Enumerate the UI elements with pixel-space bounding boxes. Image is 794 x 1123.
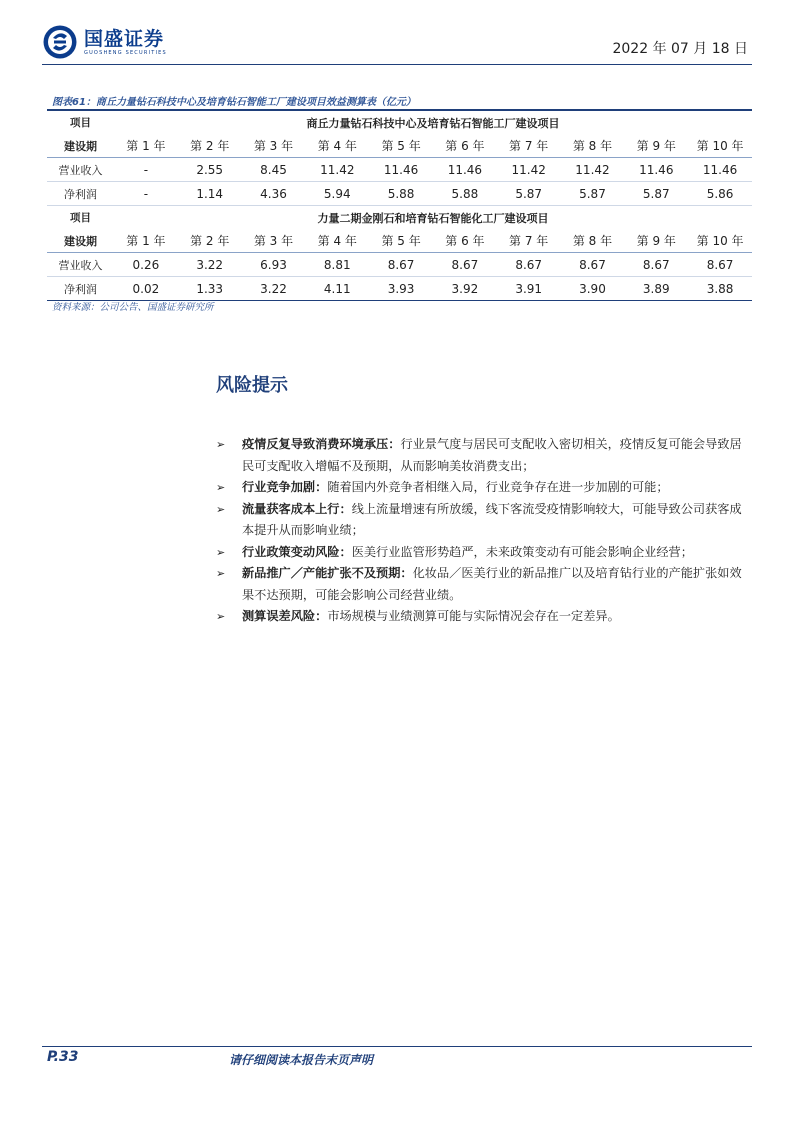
guosheng-logo-icon (42, 24, 78, 60)
risk-item (216, 499, 752, 542)
period-cell: 第 3 年 (242, 134, 306, 158)
period-cell: 第 1 年 (114, 134, 178, 158)
value-cell: 3.89 (624, 277, 688, 301)
period-cell: 第 4 年 (305, 134, 369, 158)
project-title: 力量二期金刚石和培育钻石智能化工厂建设项目 (317, 211, 549, 225)
value-cell: 11.42 (305, 158, 369, 182)
risk-lead: 疫情反复导致消费环境承压： (242, 437, 401, 451)
project-title: 商丘力量钻石科技中心及培育钻石智能工厂建设项目 (306, 116, 560, 130)
forecast-table (47, 109, 752, 301)
row-label: 净利润 (47, 277, 114, 301)
period-cell: 第 2 年 (178, 134, 242, 158)
section-header-row (47, 111, 752, 134)
table-row (47, 158, 752, 182)
value-cell: 5.86 (688, 182, 752, 206)
section-title: 风险提示 (216, 375, 288, 396)
risk-text: 医美行业监管形势趋严，未来政策变动有可能会影响企业经营； (351, 544, 693, 559)
value-cell: 8.81 (305, 253, 369, 277)
period-cell: 第 7 年 (497, 229, 561, 253)
value-cell: 4.11 (305, 277, 369, 301)
risk-item (216, 542, 752, 564)
value-cell: 3.88 (688, 277, 752, 301)
value-cell: 8.67 (497, 253, 561, 277)
period-cell: 第 2 年 (178, 229, 242, 253)
period-cell: 第 9 年 (624, 134, 688, 158)
value-cell: 6.93 (242, 253, 306, 277)
risk-text: 线上流量增速有所放缓，线下客流受疫情影响较大，可能导致公司获客成本提升从而影响业绩； (242, 501, 742, 537)
value-cell: 5.87 (497, 182, 561, 206)
risk-text: 市场规模与业绩测算可能与实际情况会存在一定差异。 (327, 609, 620, 623)
table-source: 资料来源：公司公告、国盛证券研究所 (52, 302, 214, 313)
risk-lead: 行业竞争加剧： (242, 480, 328, 494)
value-cell: 2.55 (178, 158, 242, 182)
value-cell: 4.36 (242, 182, 306, 206)
value-cell: 5.88 (369, 182, 433, 206)
value-cell: 11.46 (688, 158, 752, 182)
footer-divider (42, 1046, 752, 1047)
row-label: 营业收入 (47, 158, 114, 182)
row-label: 营业收入 (47, 253, 114, 277)
value-cell: 3.92 (433, 277, 497, 301)
value-cell: 11.46 (433, 158, 497, 182)
period-cell: 第 9 年 (624, 229, 688, 253)
value-cell: 3.22 (242, 277, 306, 301)
item-label: 项目 (70, 212, 91, 224)
value-cell: 1.33 (178, 277, 242, 301)
risk-text: 随着国内外竞争者相继入局，行业竞争存在进一步加剧的可能； (327, 480, 669, 494)
table-row (47, 253, 752, 277)
value-cell: 11.46 (369, 158, 433, 182)
value-cell: - (114, 182, 178, 206)
risk-lead: 行业政策变动风险： (242, 544, 352, 559)
period-cell: 第 6 年 (433, 229, 497, 253)
risk-text: 行业景气度与居民可支配收入密切相关，疫情反复可能会导致居民可支配收入增幅不及预期，从而影响美妆消费支出； (242, 437, 742, 473)
header-divider (42, 64, 752, 65)
risk-item (216, 606, 752, 628)
value-cell: 3.22 (178, 253, 242, 277)
item-label: 项目 (70, 117, 91, 129)
value-cell: 5.87 (561, 182, 625, 206)
value-cell: 3.93 (369, 277, 433, 301)
risk-lead: 流量获客成本上行： (242, 501, 352, 516)
value-cell: 3.91 (497, 277, 561, 301)
period-row (47, 229, 752, 253)
period-cell: 第 6 年 (433, 134, 497, 158)
arrow-bullet-icon: ➢ (216, 438, 226, 451)
arrow-bullet-icon: ➢ (216, 610, 226, 623)
value-cell: 0.02 (114, 277, 178, 301)
period-cell: 第 7 年 (497, 134, 561, 158)
value-cell: 5.87 (624, 182, 688, 206)
arrow-bullet-icon: ➢ (216, 545, 226, 559)
risk-item (216, 477, 752, 499)
value-cell: 8.67 (624, 253, 688, 277)
footer-disclaimer: 请仔细阅读本报告末页声明 (229, 1053, 374, 1067)
value-cell: 8.67 (561, 253, 625, 277)
arrow-bullet-icon: ➢ (216, 502, 226, 516)
arrow-bullet-icon: ➢ (216, 567, 226, 580)
value-cell: - (114, 158, 178, 182)
period-cell: 第 10 年 (688, 229, 752, 253)
period-cell: 第 5 年 (369, 229, 433, 253)
table-row (47, 182, 752, 206)
value-cell: 8.67 (688, 253, 752, 277)
section-header-row (47, 206, 752, 230)
table-caption: 图表61：商丘力量钻石科技中心及培育钻石智能工厂建设项目效益测算表（亿元） (52, 97, 416, 108)
period-label: 建设期 (47, 229, 114, 253)
period-cell: 第 10 年 (688, 134, 752, 158)
value-cell: 5.88 (433, 182, 497, 206)
risk-list (216, 434, 752, 628)
value-cell: 0.26 (114, 253, 178, 277)
value-cell: 1.14 (178, 182, 242, 206)
value-cell: 5.94 (305, 182, 369, 206)
value-cell: 3.90 (561, 277, 625, 301)
row-label: 净利润 (47, 182, 114, 206)
risk-lead: 新品推广／产能扩张不及预期： (242, 566, 413, 580)
value-cell: 8.45 (242, 158, 306, 182)
risk-lead: 测算误差风险： (242, 609, 328, 623)
period-label: 建设期 (47, 134, 114, 158)
value-cell: 11.46 (624, 158, 688, 182)
report-date: 2022 年 07 月 18 日 (612, 41, 748, 57)
value-cell: 11.42 (561, 158, 625, 182)
period-cell: 第 3 年 (242, 229, 306, 253)
page-header (42, 24, 752, 64)
value-cell: 8.67 (369, 253, 433, 277)
value-cell: 11.42 (497, 158, 561, 182)
risk-item (216, 563, 752, 606)
table-row (47, 277, 752, 301)
page-number: P.33 (47, 1049, 79, 1065)
period-row (47, 134, 752, 158)
period-cell: 第 5 年 (369, 134, 433, 158)
period-cell: 第 1 年 (114, 229, 178, 253)
company-name-cn: 国盛证券 (84, 27, 165, 50)
company-logo (42, 24, 167, 60)
period-cell: 第 8 年 (561, 229, 625, 253)
risk-item (216, 434, 752, 477)
arrow-bullet-icon: ➢ (216, 481, 226, 494)
risk-text: 化妆品／医美行业的新品推广以及培育钻行业的产能扩张如效果不达预期，可能会影响公司经营业绩。 (242, 566, 742, 602)
company-name-en: GUOSHENG SECURITIES (84, 49, 167, 56)
period-cell: 第 4 年 (305, 229, 369, 253)
period-cell: 第 8 年 (561, 134, 625, 158)
value-cell: 8.67 (433, 253, 497, 277)
